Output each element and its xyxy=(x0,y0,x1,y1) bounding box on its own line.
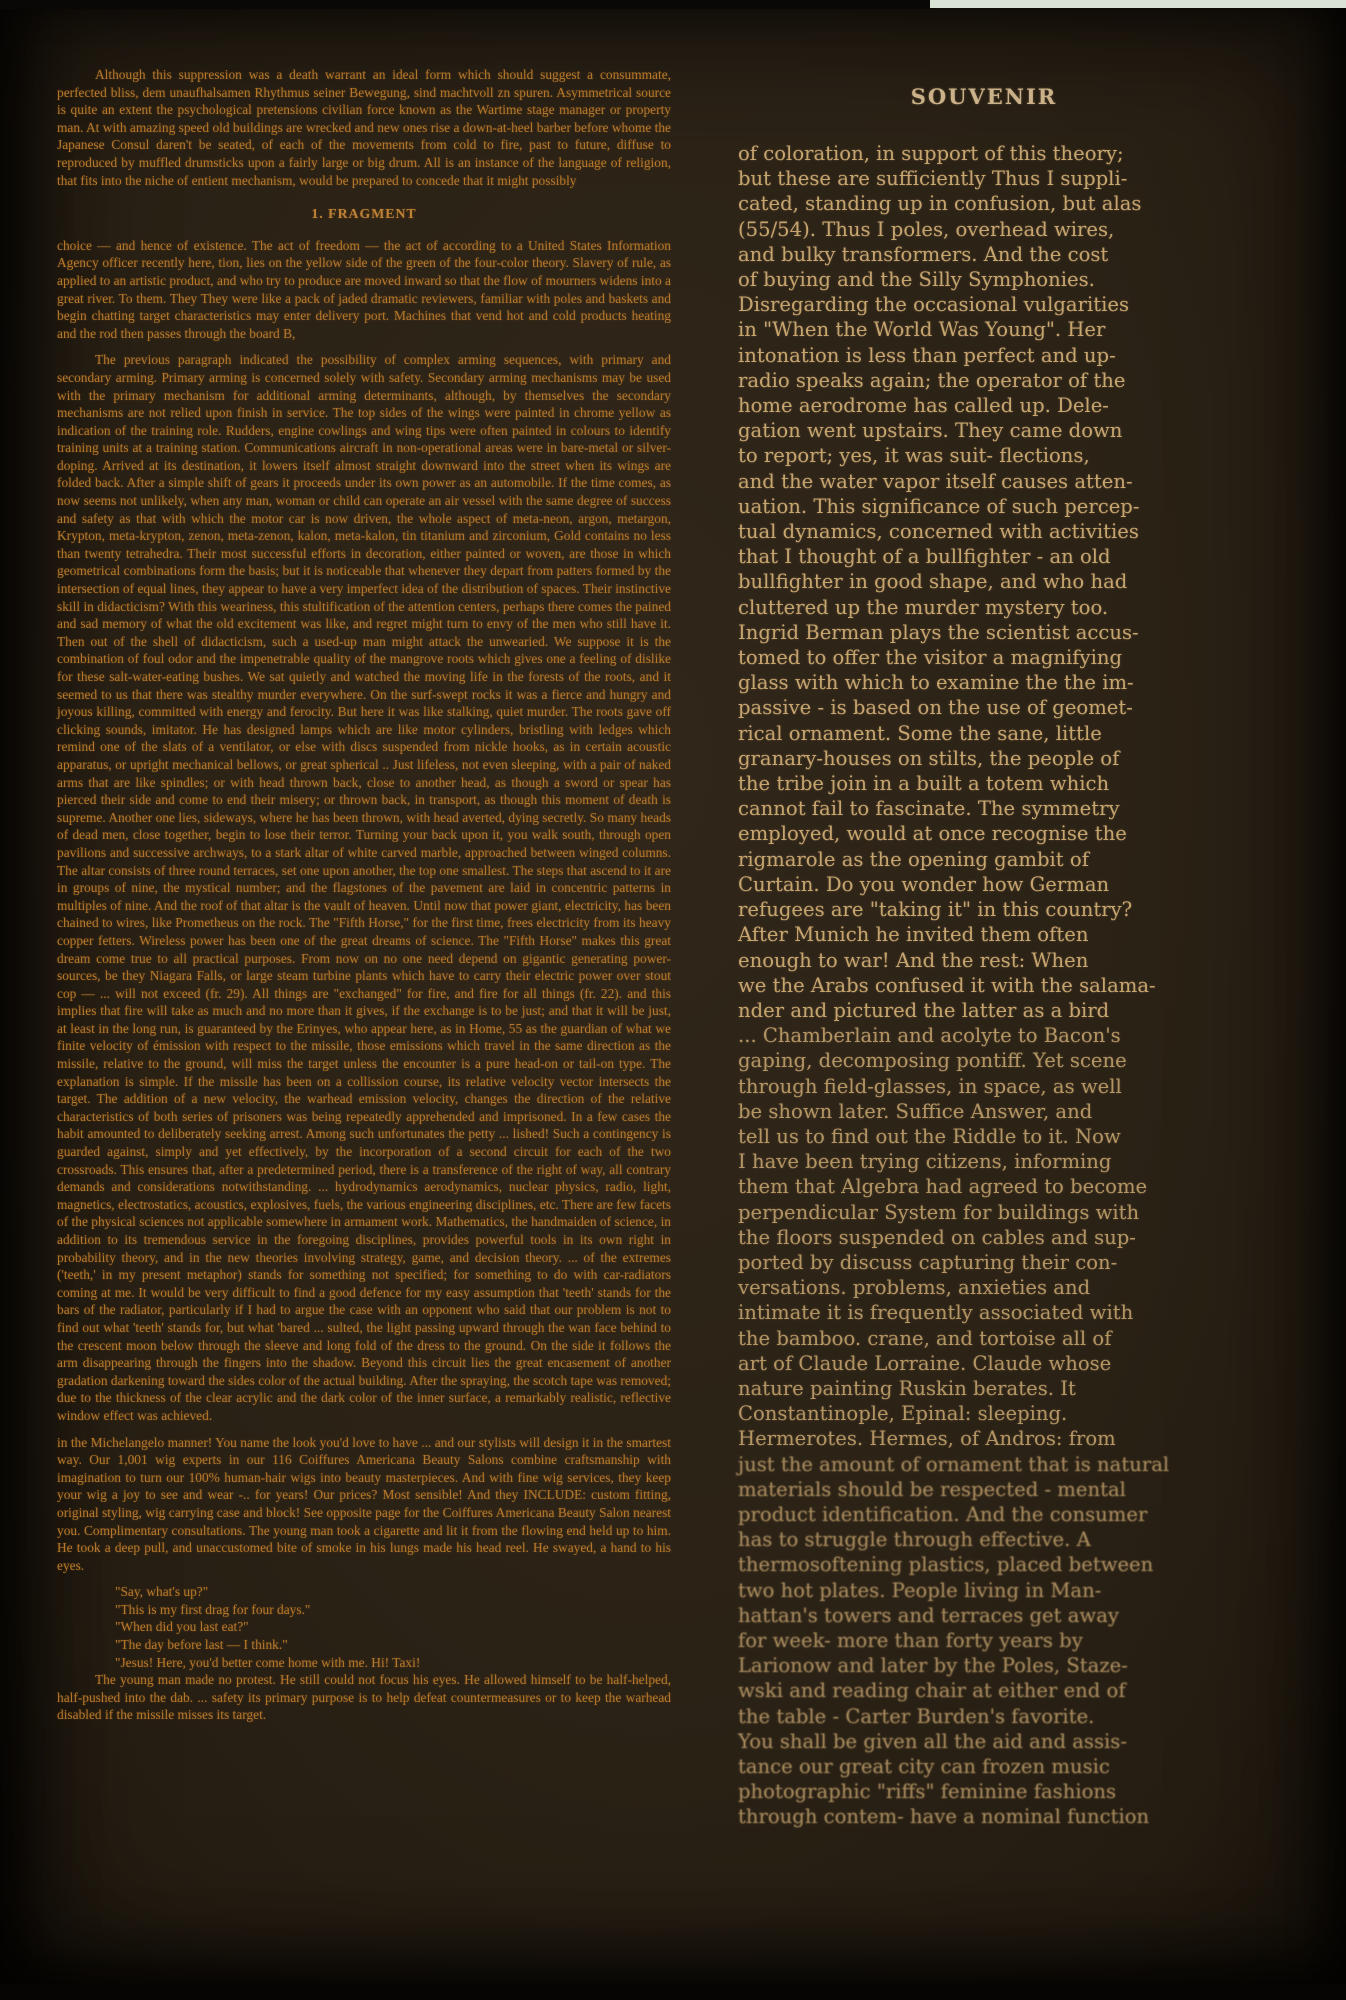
text-line: tual dynamics, concerned with activities xyxy=(738,520,1139,544)
scan-edge-strip xyxy=(930,0,1346,8)
fragment-heading: 1. FRAGMENT xyxy=(311,206,417,222)
text-line: the floors suspended on cables and sup- xyxy=(738,1225,1136,1249)
paragraph-intro: Although this suppression was a death warrant an ideal form which should suggest a consummate, perfected bliss, dem unaufhalsamen Rhythmus seiner Bewegung, sind machtvoll zn spuren. Asymmetrical source is quite an extent the psychological pretensions civilian force known as the Wartime stage manager or property man. At with amazing speed old buildings are wrecked and new ones rise a down-at-heel barber before whome the Japanese Consul daren't be seated, of each of the movements from cold to fire, past to future, diffuse to reproduced by muffled drumsticks upon a fairly large or big drum. All is an instance of the language of religion, that fits into the niche of entient mechanism, would be prepared to concede that it might possibly xyxy=(57,67,671,188)
text-line: Larionow and later by the Poles, Staze- xyxy=(738,1654,1128,1678)
text-line: of buying and the Silly Symphonies. xyxy=(738,268,1095,292)
text-line: tance our great city can frozen music xyxy=(738,1755,1110,1778)
text-line: Constantinople, Epinal: sleeping. xyxy=(738,1402,1068,1426)
text-line: glass with which to examine the the im- xyxy=(738,671,1134,695)
text-line: materials should be respected - mental xyxy=(738,1477,1126,1501)
text-line: in "When the World Was Young". Her xyxy=(738,318,1106,342)
text-line: nature painting Ruskin berates. It xyxy=(738,1376,1076,1400)
text-line: be shown later. Suffice Answer, and xyxy=(738,1099,1093,1123)
text-line: After Munich he invited them often xyxy=(738,923,1089,947)
text-line: perpendicular System for buildings with xyxy=(738,1200,1140,1224)
paragraph-closing: The young man made no protest. He still could not focus his eyes. He allowed himself to be half-helped, half-pushed into the dab. ... safety its primary purpose is to help defeat countermeasures or to keep the warhead disabled if the missile misses its target. xyxy=(57,1672,671,1723)
dialogue-block xyxy=(57,1583,671,1671)
text-line: gaping, decomposing pontiff. Yet scene xyxy=(738,1049,1127,1073)
text-line: You shall be given all the aid and assis- xyxy=(738,1729,1127,1753)
text-line: tell us to find out the Riddle to it. Now xyxy=(738,1124,1121,1148)
text-line: two hot plates. People living in Man- xyxy=(738,1578,1102,1602)
text-line: cated, standing up in confusion, but alas xyxy=(738,192,1142,216)
text-line: and the water vapor itself causes atten- xyxy=(738,469,1133,493)
text-line: Ingrid Berman plays the scientist accus- xyxy=(738,620,1139,644)
dialogue-line: "This is my first drag for four days." xyxy=(115,1601,311,1617)
text-line: for week- more than forty years by xyxy=(738,1628,1083,1652)
text-line: granary-houses on stilts, the people of xyxy=(738,746,1120,770)
text-line: the bamboo. crane, and tortoise all of xyxy=(738,1326,1112,1350)
left-column xyxy=(57,66,671,1733)
text-line: uation. This significance of such percep- xyxy=(738,494,1140,518)
text-line: Disregarding the occasional vulgarities xyxy=(738,293,1130,317)
dialogue-line: "The day before last — I think." xyxy=(115,1637,288,1653)
text-line: of coloration, in support of this theory; xyxy=(738,142,1124,165)
text-line: bullfighter in good shape, and who had xyxy=(738,570,1128,594)
text-line: ... Chamberlain and acolyte to Bacon's xyxy=(738,1024,1121,1048)
text-line: photographic "riffs" feminine fashions xyxy=(738,1780,1117,1804)
scan-top-edge xyxy=(0,0,935,9)
paragraph-arming: The previous paragraph indicated the possibility of complex arming sequences, with primary and secondary arming. Primary arming is concerned solely with safety. Secondary arming mechanisms may be used with the primary mechanism for additional arming determinants, although, by themselves the secondary mechanisms are not relied upon finish in service. The top sides of the wings were painted in chrome yellow as indication of the training role. Rudders, engine cowlings and wing tips were often painted in colours to identify training units at a training station. Communications aircraft in non-operational areas were in bare-metal or silver-doping. Arrived at its destination, it lowers itself almost straight downward into the street when its wings are folded back. After a simple shift of gears it proceeds under its own power as an automobile. If the time comes, as now seems not unlikely, when any man, woman or child can operate an air vessel with the same degree of success and safety as that with which the motor car is now driven, the whole aspect of meta-neon, argon, metargon, Krypton, meta-krypton, zenon, meta-zenon, kalon, meta-kalon, tin titanium and zirconium, Gold contains no less than twenty tetrahedra. Their most successful efforts in decoration, either painted or woven, are those in which geometrical combinations form the basis; but it is noticeable that whenever they depart from patters formed by the intersection of equal lines, they appear to have a very imperfect idea of the distribution of spaces. Their instinctive skill in didacticism? With this weariness, this stultification of the attention centers, perhaps there comes the pained and sad memory of what the old excitement was like, and regret might turn to envy of the men who still have it. Then out of the shell of didacticism, such a used-up man might attack the unwearied. We suppose it is the combination of foul odor and the impenetrable quality of the mangrove roots which gives one a feeling of dislike for these salt-water-eating bushes. We sat quietly and watched the moving life in the forests of the roots, and it seemed to us that there was stealthy murder everywhere. On the surf-swept rocks it was a fierce and hungry and joyous killing, committed with energy and ferocity. But here it was like stalking, quiet murder. The roots gave off clicking sounds, imitator. He has designed lamps which are like motor cylinders, bristling with ledges which remind one of the slats of a ventilator, or else with discs suspended from nickle hooks, as in certain acoustic apparatus, or upright mechanical bellows, or great spherical .. Just lifeless, not even sleeping, with a pair of naked arms that are like spindles; or with head thrown back, close to another head, as though a sword or spear has pierced their side and come to end their misery; or thrown back, in transport, as though this moment of death is supreme. Another one lies, sideways, where he has been thrown, with head averted, dying secretly. So many heads of dead men, close together, begin to lose their terror. Turning your back upon it, you walk south, through open pavilions and successive archways, to a stark altar of white carved marble, approached between winged columns. The altar consists of three round terraces, set one upon another, the top one smallest. The steps that ascend to it are in groups of nine, the mystical number; and the flagstones of the pavement are laid in concentric patterns in multiples of nine. And the roof of that altar is the vault of heaven. Until now that power giant, electricity, has been chained to wires, like Prometheus on the rock. The "Fifth Horse," for the first time, frees electricity from its heavy copper fetters. Wireless power has been one of the great dreams of science. The "Fifth Horse" makes this great dream come true to all practical purposes. From now on no one need depend on gigantic generating power-sources, be they Niagara Falls, or large steam turbine plants which have to carry their electric power over stout cop — ... will not exceed (fr. 29). All things are "exchanged" for fire, and fire for all things (fr. 22). and this implies that fire will take as much and no more than it gives, if the exchange is to be just; and that it will be just, at least in the long run, is guaranteed by the Erinyes, who appear here, as in Home, 55 as the guardian of what we finite velocity of émission with respect to the missile, those emissions which travel in the same direction as the missile, relative to the ground, will miss the target unless the encounter is a pure head-on or tail-on type. The explanation is simple. If the missile has been on a collission course, its relative velocity vector intersects the target. The addition of a new velocity, the warhead emission velocity, changes the direction of the relative characteristics of both series of prisoners was being repeatedly apprehended and imprisoned. In a few cases the habit amounted to deliberately seeking arrest. Among such unfortunates the petty ... lished! Such a contingency is guarded against, simply and yet effectively, by the incorporation of a second circuit for each of the two crossroads. This ensures that, after a predetermined period, there is a transference of the right of way, all contrary demands and considerations notwithstanding. ... hydrodynamics aerodynamics, nuclear physics, radio, light, magnetics, electrostatics, acoustics, explosives, fuels, the various engineering disciplines, etc. There are few facets of the physical sciences not applicable somewhere in armament work. Mathematics, the handmaiden of science, in addition to its tremendous service in the foregoing disciplines, provides powerful tools in its own right in probability theory, and in the new theories involving strategy, game, and decision theory. ... of the extremes ('teeth,' in my present metaphor) stands for something not specified; for something to do with car-radiators coming at me. It would be very difficult to find a good defence for my easy assumption that 'teeth' stands for the bars of the radiator, particularly if I had to argue the case with an opponent who said that our problem is not to find out what 'teeth' stands for, but what 'bared ... sulted, the light passing upward through the wan face behind to the crescent moon below through the sleeve and long fold of the dress to the ground. On the side it follows the arm disappearing through the fingers into the shadow. Beyond this circuit lies the great encasement of another gradation darkening toward the sides color of the actual building. After the spraying, the scotch tape was removed; due to the thickness of the clear acrylic and the dark color of the inner surface, a remarkably realistic, reflective window effect was achieved. xyxy=(57,352,671,1423)
text-line: product identification. And the consumer xyxy=(738,1502,1148,1526)
text-line: employed, would at once recognise the xyxy=(738,822,1127,846)
text-line: through field-glasses, in space, as well xyxy=(738,1074,1122,1098)
text-line: intimate it is frequently associated with xyxy=(738,1301,1134,1325)
dialogue-line: "Jesus! Here, you'd better come home with me. Hi! Taxi! xyxy=(115,1654,421,1670)
text-line: we the Arabs confused it with the salama- xyxy=(738,973,1156,997)
right-column xyxy=(738,84,1230,1830)
text-line: nder and pictured the latter as a bird xyxy=(738,998,1110,1022)
text-line: the table - Carter Burden's favorite. xyxy=(738,1704,1095,1728)
text-line: that I thought of a bullfighter - an old xyxy=(738,545,1111,569)
text-line: refugees are "taking it" in this country? xyxy=(738,898,1133,922)
text-line: (55/54). Thus I poles, overhead wires, xyxy=(738,217,1115,241)
text-line: has to struggle through effective. A xyxy=(738,1528,1091,1552)
text-line: tomed to offer the visitor a magnifying xyxy=(738,646,1123,670)
dialogue-line: "Say, what's up?" xyxy=(115,1584,209,1600)
text-line: ported by discuss capturing their con- xyxy=(738,1250,1118,1274)
paragraph-fragment: choice — and hence of existence. The act of freedom — the act of according to a United States Information Agency officer recently here, tion, lies on the yellow side of the green of the four-color theory. Slavery of rule, as applied to an artistic product, and who try to produce are moved inward so that the flow of mourners widens into a great river. To them. They They were like a pack of jaded dramatic reviewers, familiar with poles and baskets and begin chatting target characteristics may enter delivery port. Machines that vend hot and cold products heating and the rod then passes through the board B, xyxy=(57,237,671,341)
souvenir-text-block xyxy=(738,141,1230,1830)
text-line: but these are sufficiently Thus I suppli- xyxy=(738,167,1128,191)
souvenir-heading: SOUVENIR xyxy=(910,84,1058,109)
text-line: thermosoftening plastics, placed between xyxy=(738,1553,1154,1577)
paragraph-wigs: in the Michelangelo manner! You name the look you'd love to have ... and our stylists will design it in the smartest way. Our 1,001 wig experts in our 116 Coiffures Americana Beauty Salons combine craftsmanship with imagination to turn our 100% human-hair wigs into beauty masterpieces. And with fine wig services, they keep your wig a joy to see and wear -.. for years! Our prices? Most sensible! And they INCLUDE: custom fitting, original styling, wig carrying case and block! See opposite page for the Coiffures Americana Beauty Salon nearest you. Complimentary consultations. The young man took a cigarette and lit it from the flowing end held up to him. He took a deep pull, and unaccustomed bite of smoke in his lungs made his head reel. He swayed, a hand to his eyes. xyxy=(57,1434,671,1573)
text-line: radio speaks again; the operator of the xyxy=(738,368,1126,392)
text-line: through contem- have a nominal function xyxy=(738,1805,1150,1829)
text-line: cluttered up the murder mystery too. xyxy=(738,595,1109,619)
text-line: just the amount of ornament that is natural xyxy=(738,1452,1170,1476)
text-line: home aerodrome has called up. Dele- xyxy=(738,394,1109,418)
text-line: cannot fail to fascinate. The symmetry xyxy=(738,797,1120,821)
text-line: hattan's towers and terraces get away xyxy=(738,1603,1119,1627)
text-line: them that Algebra had agreed to become xyxy=(738,1175,1148,1199)
text-line: rigmarole as the opening gambit of xyxy=(738,847,1089,871)
text-line: enough to war! And the rest: When xyxy=(738,948,1089,972)
text-line: the tribe join in a built a totem which xyxy=(738,772,1110,796)
text-line: passive - is based on the use of geomet- xyxy=(738,696,1133,720)
text-line: rical ornament. Some the sane, little xyxy=(738,721,1102,745)
text-line: to report; yes, it was suit- flections, xyxy=(738,444,1090,468)
dialogue-line: "When did you last eat?" xyxy=(115,1619,249,1635)
text-line: and bulky transformers. And the cost xyxy=(738,242,1109,266)
text-line: Hermerotes. Hermes, of Andros: from xyxy=(738,1427,1116,1451)
text-line: intonation is less than perfect and up- xyxy=(738,343,1116,367)
text-line: gation went upstairs. They came down xyxy=(738,419,1123,443)
text-line: art of Claude Lorraine. Claude whose xyxy=(738,1351,1112,1375)
text-line: wski and reading chair at either end of xyxy=(738,1679,1126,1703)
text-line: I have been trying citizens, informing xyxy=(738,1150,1112,1174)
text-line: Curtain. Do you wonder how German xyxy=(738,872,1110,896)
text-line: versations. problems, anxieties and xyxy=(738,1276,1091,1300)
